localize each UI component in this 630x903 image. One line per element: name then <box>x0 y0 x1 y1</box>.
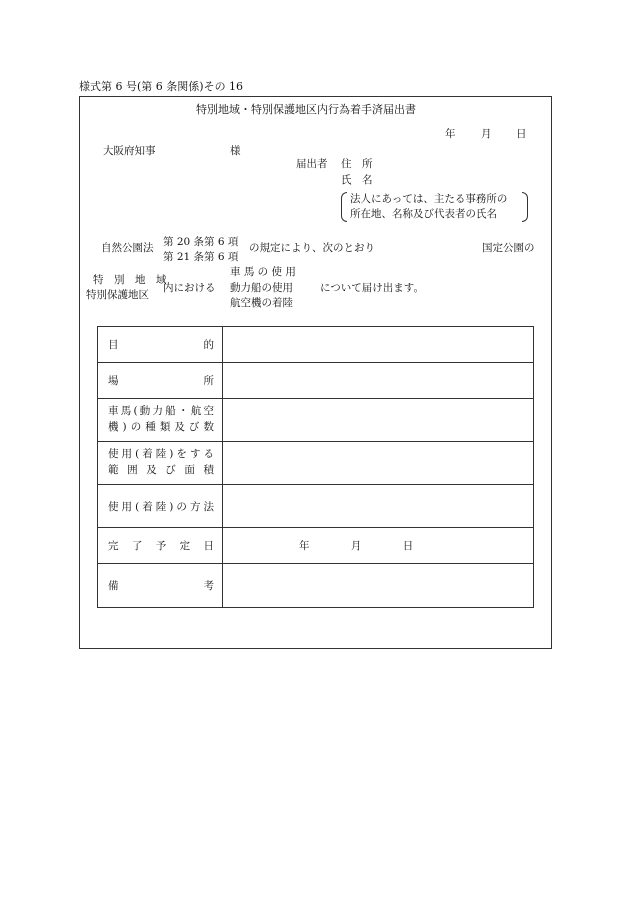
applicant-label: 届出者 <box>296 158 328 170</box>
remarks-label-char-2: 考 <box>203 580 214 592</box>
method-field[interactable] <box>223 485 534 528</box>
vehicle-types-label-line2: 機)の種類及び数 <box>108 421 214 433</box>
statement-middle: の規定により、次のとおり <box>249 242 375 254</box>
applicant-address-label: 住 所 <box>341 158 373 170</box>
statement-park-type: 国定公園の <box>482 242 535 254</box>
applicant-name-label: 氏 名 <box>341 174 373 186</box>
area-field[interactable] <box>223 442 534 485</box>
statement-area-2: 特別保護地区 <box>86 289 149 301</box>
statement-article-2: 第 21 条第 6 項 <box>163 251 239 263</box>
statement-within: 内における <box>163 282 216 294</box>
completion-label-char-5: 日 <box>203 540 214 552</box>
table-row-place <box>98 363 534 399</box>
table-row-remarks <box>98 564 534 608</box>
place-label-char-2: 所 <box>203 375 214 387</box>
place-label <box>98 363 223 399</box>
area-label-line1: 使用(着陸)をする <box>108 448 214 461</box>
table-row-area <box>98 442 534 485</box>
purpose-label-char-2: 的 <box>203 339 214 351</box>
completion-label-char-1: 完 <box>108 540 119 552</box>
statement-activity-2: 動力船の使用 <box>230 282 293 294</box>
completion-date-field[interactable] <box>223 528 534 564</box>
method-label-text: 使用(着陸)の方法 <box>108 500 214 513</box>
completion-label-char-3: 予 <box>155 540 167 552</box>
completion-month: 月 <box>350 540 362 552</box>
area-label <box>98 442 223 485</box>
table-row-vehicle-types <box>98 399 534 442</box>
completion-label-char-2: 了 <box>131 540 143 552</box>
header-date-day: 日 <box>516 128 527 140</box>
header-date-year: 年 <box>445 128 456 140</box>
form-number: 様式第 6 号(第 6 条関係)その 16 <box>79 80 244 93</box>
completion-day: 日 <box>402 540 414 552</box>
right-bracket <box>522 192 528 222</box>
purpose-label-char-1: 目 <box>108 339 119 351</box>
table-row-completion <box>98 528 534 564</box>
statement-area-1: 特 別 地 域 <box>93 274 167 286</box>
corporate-note-line1: 法人にあっては、主たる事務所の <box>350 193 508 205</box>
table-row-method <box>98 485 534 528</box>
completion-year: 年 <box>299 540 310 552</box>
statement-ending: について届け出ます。 <box>320 282 424 294</box>
table-row-purpose <box>98 327 534 363</box>
purpose-label <box>98 327 223 363</box>
header-date-month: 月 <box>481 128 492 140</box>
place-field[interactable] <box>223 363 534 399</box>
statement-activity-1: 車 馬 の 使 用 <box>230 266 296 278</box>
remarks-label <box>98 564 223 608</box>
completion-label <box>98 528 223 564</box>
purpose-field[interactable] <box>223 327 534 363</box>
area-label-line2: 範囲及び面積 <box>108 464 214 476</box>
method-label <box>98 485 223 528</box>
corporate-note-line2: 所在地、名称及び代表者の氏名 <box>350 208 497 220</box>
vehicle-types-label <box>98 399 223 442</box>
completion-label-char-4: 定 <box>179 540 191 552</box>
form-title: 特別地域・特別保護地区内行為着手済届出書 <box>196 103 416 116</box>
statement-article-1: 第 20 条第 6 項 <box>163 236 239 248</box>
place-label-char-1: 場 <box>108 375 119 387</box>
statement-activity-3: 航空機の着陸 <box>230 297 293 309</box>
statement-law: 自然公園法 <box>101 242 154 254</box>
addressee-name: 大阪府知事 <box>103 145 156 157</box>
details-table <box>97 326 534 608</box>
remarks-field[interactable] <box>223 564 534 608</box>
vehicle-types-label-line1: 車馬(動力船・航空 <box>108 405 214 418</box>
addressee-honorific: 様 <box>230 145 241 157</box>
remarks-label-char-1: 備 <box>108 580 119 592</box>
vehicle-types-field[interactable] <box>223 399 534 442</box>
left-bracket <box>341 192 347 222</box>
